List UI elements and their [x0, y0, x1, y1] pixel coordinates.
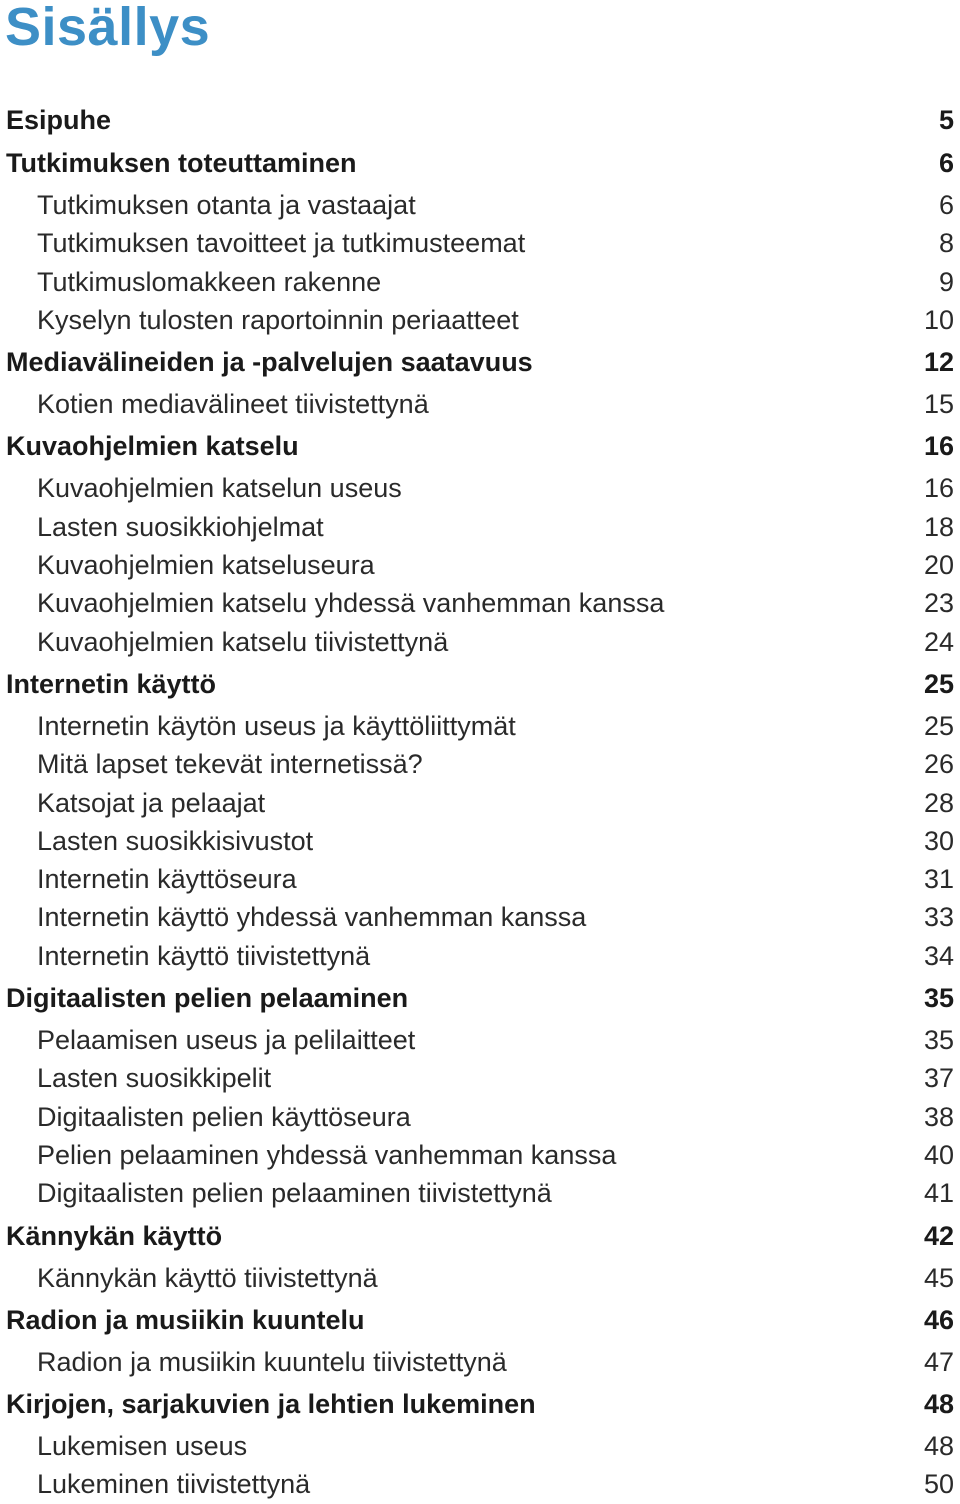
toc-entry-label: Internetin käyttöseura — [37, 864, 297, 895]
toc-entry-page-number: 46 — [923, 1304, 954, 1335]
toc-subsection-entry[interactable] — [0, 546, 960, 584]
toc-subsection-entry[interactable] — [0, 301, 960, 339]
toc-subsection-entry[interactable] — [0, 1174, 960, 1212]
toc-entry-page-number: 23 — [923, 588, 954, 619]
toc-subsection-entry[interactable] — [0, 584, 960, 622]
toc-subsection-entry[interactable] — [0, 937, 960, 975]
table-of-contents — [0, 100, 960, 1504]
toc-subsection-entry[interactable] — [0, 822, 960, 860]
toc-entry-page-number: 48 — [923, 1431, 954, 1462]
toc-section-entry[interactable] — [0, 339, 960, 385]
toc-entry-page-number: 8 — [938, 228, 954, 259]
toc-section-entry[interactable] — [0, 975, 960, 1021]
toc-entry-label: Kirjojen, sarjakuvien ja lehtien lukeminen — [6, 1389, 536, 1420]
toc-entry-label: Tutkimuslomakkeen rakenne — [37, 266, 382, 297]
toc-entry-label: Tutkimuksen otanta ja vastaajat — [37, 190, 416, 220]
toc-entry-label: Esipuhe — [6, 105, 112, 135]
toc-entry-label: Kotien mediavälineet tiivistettynä — [37, 389, 429, 420]
toc-entry-label: Kuvaohjelmien katselu yhdessä vanhemman kanssa — [37, 588, 665, 619]
toc-entry-label: Tutkimuksen tavoitteet ja tutkimusteemat — [37, 228, 526, 259]
toc-subsection-entry[interactable] — [0, 263, 960, 301]
toc-entry-label: Digitaalisten pelien pelaaminen — [6, 983, 409, 1014]
toc-entry-label: Pelien pelaaminen yhdessä vanhemman kanssa — [37, 1139, 617, 1170]
toc-entry-page-number: 40 — [923, 1139, 954, 1170]
toc-entry-label: Lasten suosikkipelit — [37, 1063, 272, 1094]
toc-entry-label: Kännykän käyttö — [6, 1220, 223, 1251]
toc-entry-label: Mitä lapset tekevät internetissä? — [37, 749, 423, 780]
toc-entry-label: Kuvaohjelmien katselu — [6, 431, 299, 462]
toc-subsection-entry[interactable] — [0, 707, 960, 745]
toc-entry-label: Kuvaohjelmien katseluseura — [37, 550, 375, 581]
toc-entry-label: Pelaamisen useus ja pelilaitteet — [37, 1025, 416, 1056]
toc-subsection-entry[interactable] — [0, 623, 960, 661]
toc-section-entry[interactable] — [0, 1381, 960, 1427]
toc-entry-label: Internetin käyttö — [6, 668, 217, 699]
toc-entry-label: Digitaalisten pelien käyttöseura — [37, 1101, 411, 1132]
toc-entry-page-number: 41 — [923, 1178, 954, 1209]
toc-subsection-entry[interactable] — [0, 1343, 960, 1381]
toc-subsection-entry[interactable] — [0, 1136, 960, 1174]
toc-section-entry[interactable] — [0, 100, 960, 140]
toc-subsection-entry[interactable] — [0, 224, 960, 262]
toc-section-entry[interactable] — [0, 1297, 960, 1343]
toc-section-entry[interactable] — [0, 661, 960, 707]
toc-entry-page-number: 31 — [923, 864, 954, 895]
toc-entry-page-number: 18 — [923, 511, 954, 542]
toc-entry-label: Lukemisen useus — [37, 1431, 248, 1462]
toc-entry-label: Lasten suosikkiohjelmat — [37, 511, 324, 542]
toc-entry-label: Digitaalisten pelien pelaaminen tiivistettynä — [37, 1178, 552, 1209]
toc-entry-label: Radion ja musiikin kuuntelu — [6, 1304, 365, 1335]
toc-entry-page-number: 25 — [923, 710, 954, 741]
toc-section-entry[interactable] — [0, 1213, 960, 1259]
toc-entry-page-number: 35 — [923, 983, 954, 1014]
toc-entry-page-number: 6 — [938, 148, 954, 178]
toc-entry-page-number: 30 — [923, 825, 954, 856]
toc-entry-label: Tutkimuksen toteuttaminen — [6, 148, 357, 178]
toc-section-entry[interactable] — [0, 423, 960, 469]
toc-entry-label: Kyselyn tulosten raportoinnin periaatteet — [37, 304, 519, 335]
toc-entry-label: Kännykän käyttö tiivistettynä — [37, 1262, 378, 1293]
toc-entry-page-number: 45 — [923, 1262, 954, 1293]
toc-entry-label: Kuvaohjelmien katselu tiivistettynä — [37, 626, 449, 657]
toc-subsection-entry[interactable] — [0, 1259, 960, 1297]
page-title: Sisällys — [5, 0, 211, 57]
toc-entry-label: Radion ja musiikin kuuntelu tiivistettynä — [37, 1346, 507, 1377]
toc-entry-page-number: 26 — [923, 749, 954, 780]
toc-entry-page-number: 35 — [923, 1025, 954, 1056]
toc-entry-page-number: 24 — [923, 626, 954, 657]
toc-subsection-entry[interactable] — [0, 1427, 960, 1465]
toc-subsection-entry[interactable] — [0, 898, 960, 936]
toc-subsection-entry[interactable] — [0, 784, 960, 822]
toc-entry-page-number: 20 — [923, 550, 954, 581]
toc-entry-page-number: 15 — [923, 389, 954, 420]
toc-entry-page-number: 48 — [923, 1389, 954, 1420]
toc-entry-label: Internetin käyttö yhdessä vanhemman kanssa — [37, 902, 587, 933]
toc-entry-page-number: 38 — [923, 1101, 954, 1132]
toc-entry-page-number: 37 — [923, 1063, 954, 1094]
toc-subsection-entry[interactable] — [0, 1021, 960, 1059]
toc-entry-label: Kuvaohjelmien katselun useus — [37, 473, 402, 504]
toc-subsection-entry[interactable] — [0, 1465, 960, 1503]
toc-entry-page-number: 34 — [923, 940, 954, 971]
toc-entry-page-number: 9 — [938, 266, 954, 297]
toc-entry-page-number: 28 — [923, 787, 954, 818]
toc-entry-label: Lasten suosikkisivustot — [37, 825, 314, 856]
toc-entry-page-number: 16 — [923, 473, 954, 504]
toc-entry-label: Katsojat ja pelaajat — [37, 787, 266, 818]
toc-entry-page-number: 12 — [923, 347, 954, 378]
toc-subsection-entry[interactable] — [0, 745, 960, 783]
toc-entry-label: Mediavälineiden ja -palvelujen saatavuus — [6, 347, 533, 378]
toc-entry-label: Internetin käytön useus ja käyttöliittymät — [37, 710, 516, 741]
toc-entry-page-number: 47 — [923, 1346, 954, 1377]
toc-subsection-entry[interactable] — [0, 186, 960, 224]
toc-entry-page-number: 16 — [923, 431, 954, 462]
toc-entry-page-number: 33 — [923, 902, 954, 933]
toc-entry-label: Lukeminen tiivistettynä — [37, 1469, 311, 1500]
toc-subsection-entry[interactable] — [0, 385, 960, 423]
toc-entry-page-number: 50 — [923, 1469, 954, 1500]
toc-section-entry[interactable] — [0, 140, 960, 186]
toc-entry-page-number: 42 — [923, 1220, 954, 1251]
toc-subsection-entry[interactable] — [0, 469, 960, 507]
toc-entry-label: Internetin käyttö tiivistettynä — [37, 940, 371, 971]
toc-entry-page-number: 10 — [923, 304, 954, 335]
toc-subsection-entry[interactable] — [0, 1059, 960, 1097]
toc-entry-page-number: 6 — [938, 190, 954, 220]
toc-subsection-entry[interactable] — [0, 1098, 960, 1136]
toc-subsection-entry[interactable] — [0, 860, 960, 898]
toc-subsection-entry[interactable] — [0, 508, 960, 546]
toc-entry-page-number: 5 — [938, 105, 954, 135]
toc-entry-page-number: 25 — [923, 668, 954, 699]
